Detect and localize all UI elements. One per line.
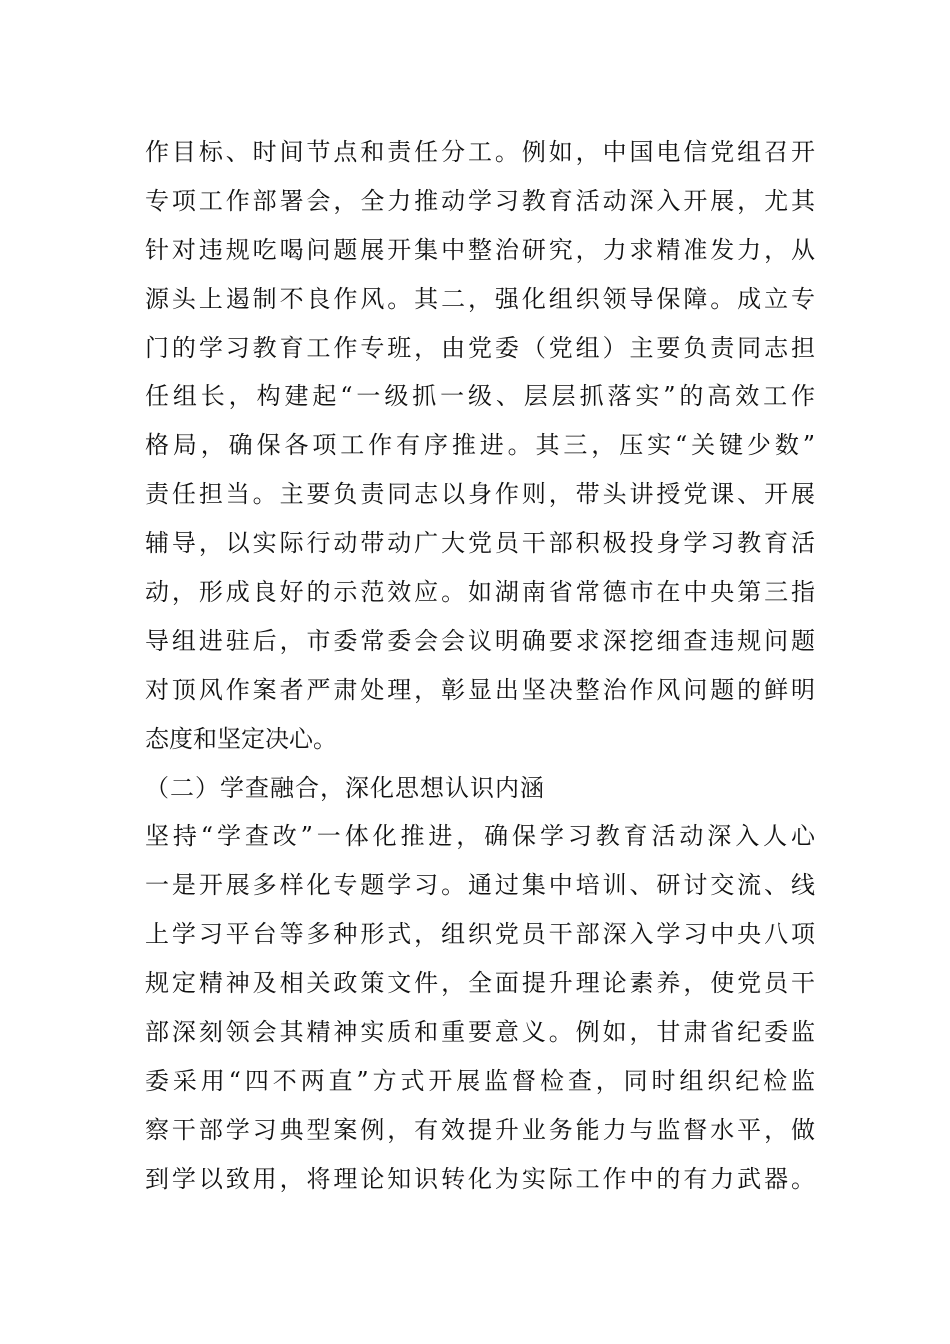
text-line: 坚持“学查改”一体化推进，确保学习教育活动深入人心 [145, 822, 815, 851]
text-line: 态度和坚定决心。 [145, 724, 337, 753]
text-line: 上学习平台等多种形式，组织党员干部深入学习中央八项 [145, 920, 815, 949]
paragraph-2 [145, 812, 815, 1203]
text-line: 对顶风作案者严肃处理，彰显出坚决整治作风问题的鲜明 [145, 675, 815, 704]
text-line: 辅导，以实际行动带动广大党员干部积极投身学习教育活 [145, 529, 815, 558]
paragraph-1 [145, 128, 815, 764]
text-line: 门的学习教育工作专班，由党委（党组）主要负责同志担 [145, 333, 815, 362]
text-line: 部深刻领会其精神实质和重要意义。例如，甘肃省纪委监 [145, 1018, 815, 1047]
document-body [145, 128, 815, 1204]
text-line: 到学以致用，将理论知识转化为实际工作中的有力武器。 [145, 1164, 815, 1193]
text-line: 责任担当。主要负责同志以身作则，带头讲授党课、开展 [145, 480, 815, 509]
text-line: 专项工作部署会，全力推动学习教育活动深入开展，尤其 [145, 186, 815, 215]
text-line: 一是开展多样化专题学习。通过集中培训、研讨交流、线 [145, 871, 815, 900]
text-line: 委采用“四不两直”方式开展监督检查，同时组织纪检监 [145, 1066, 815, 1095]
section-heading: （二）学查融合，深化思想认识内涵 [145, 773, 545, 802]
text-line: 针对违规吃喝问题展开集中整治研究，力求精准发力，从 [145, 235, 815, 264]
text-line: 导组进驻后，市委常委会会议明确要求深挖细查违规问题 [145, 626, 815, 655]
text-line: 格局，确保各项工作有序推进。其三，压实“关键少数” [145, 431, 815, 460]
text-line: 动，形成良好的示范效应。如湖南省常德市在中央第三指 [145, 578, 815, 607]
text-line: 源头上遏制不良作风。其二，强化组织领导保障。成立专 [145, 284, 815, 313]
text-line: 作目标、时间节点和责任分工。例如，中国电信党组召开 [145, 138, 815, 166]
text-line: 规定精神及相关政策文件，全面提升理论素养，使党员干 [145, 969, 815, 998]
text-line: 察干部学习典型案例，有效提升业务能力与监督水平，做 [145, 1115, 815, 1144]
text-line: 任组长，构建起“一级抓一级、层层抓落实”的高效工作 [145, 382, 815, 411]
